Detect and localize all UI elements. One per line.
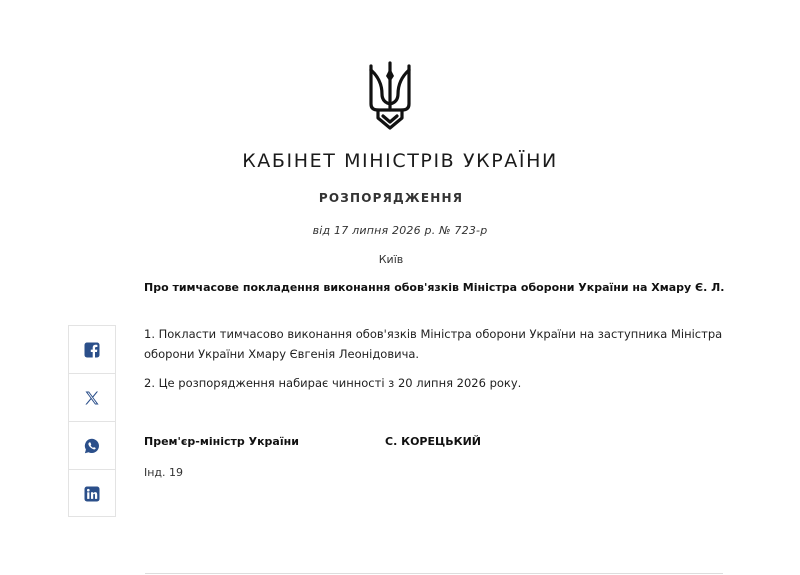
share-linkedin-button[interactable] xyxy=(69,470,115,518)
paragraph-1: 1. Покласти тимчасово виконання обов'язків Міністра оборони України на заступника Міністра оборони України Хмару Євгенія Леонідовича. xyxy=(144,327,723,361)
document-date: від 17 липня 2026 р. № 723-р xyxy=(312,224,488,237)
bottom-divider xyxy=(145,573,723,574)
share-x-button[interactable] xyxy=(69,374,115,422)
trident-emblem xyxy=(366,60,414,132)
document-type: РОЗПОРЯДЖЕННЯ xyxy=(318,191,464,205)
share-whatsapp-button[interactable] xyxy=(69,422,115,470)
facebook-icon xyxy=(84,342,100,358)
linkedin-icon xyxy=(84,486,100,502)
signer-name: С. КОРЕЦЬКИЙ xyxy=(385,435,481,448)
document-subject: Про тимчасове покладення виконання обов'язків Міністра оборони України на Хмару Є. Л. xyxy=(144,281,725,294)
share-facebook-button[interactable] xyxy=(69,326,115,374)
document-place: Київ xyxy=(378,253,404,266)
x-icon xyxy=(84,390,100,406)
paragraph-2: 2. Це розпорядження набирає чинності з 20 липня 2026 року. xyxy=(144,376,522,390)
org-title: КАБІНЕТ МІНІСТРІВ УКРАЇНИ xyxy=(242,150,558,172)
document-index: Інд. 19 xyxy=(144,466,184,479)
share-panel xyxy=(68,325,116,517)
whatsapp-icon xyxy=(84,438,100,454)
signer-title: Прем'єр-міністр України xyxy=(144,435,299,448)
